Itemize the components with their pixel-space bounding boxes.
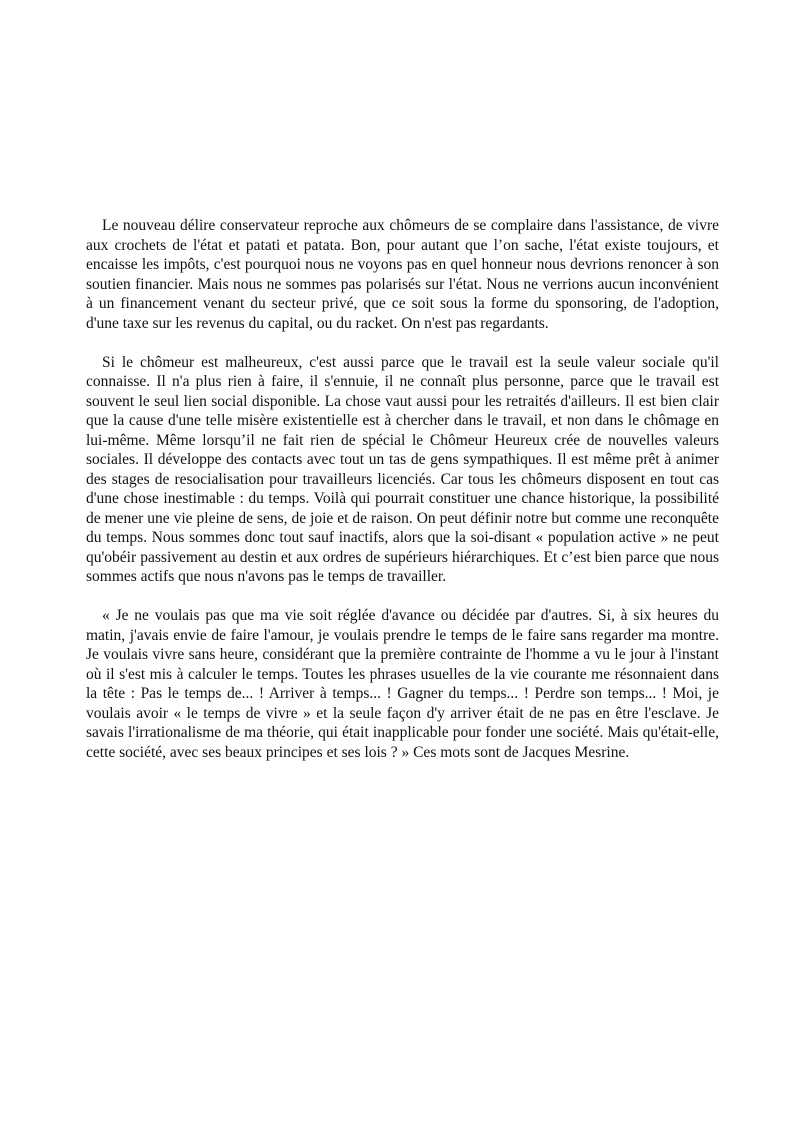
paragraph-mesrine-quote: « Je ne voulais pas que ma vie soit réglée d'avance ou décidée par d'autres. Si, à six heures du matin, j'avais envie de faire l'amour, je voulais prendre le temps de le faire sans regarder ma montre. Je voulais vivre sans heure, considérant que la première contrainte de l'homme a vu le jour à l'instant où il s'est mis à calculer le temps. Toutes les phrases usuelles de la vie courante me résonnaient dans la tête : Pas le temps de... ! Arriver à temps... ! Gagner du temps... ! Perdre son temps... ! Moi, je voulais avoir « le temps de vivre » et la seule façon d'y arriver était de ne pas en être l'esclave. Je savais l'irrationalisme de ma théorie, qui était inapplicable pour fonder une société. Mais qu'était-elle, cette société, avec ses beaux principes et ses lois ? » Ces mots sont de Jacques Mesrine.: [86, 607, 719, 761]
paragraph-assistance: Le nouveau délire conservateur reproche aux chômeurs de se complaire dans l'assistance, de vivre aux crochets de l'état et patati et patata. Bon, pour autant que l’on sache, l'état existe toujours, et encaisse les impôts, c'est pourquoi nous ne voyons pas en quel honneur nous devrions renoncer à son soutien financier. Mais nous ne sommes pas polarisés sur l'état. Nous ne verrions aucun inconvénient à un financement venant du secteur privé, que ce soit sous la forme du sponsoring, de l'adoption, d'une taxe sur les revenus du capital, ou du racket. On n'est pas regardants.: [86, 217, 719, 332]
paragraph-chomeur-malheureux: Si le chômeur est malheureux, c'est aussi parce que le travail est la seule valeur sociale qu'il connaisse. Il n'a plus rien à faire, il s'ennuie, il ne connaît plus personne, parce que le travail est souvent le seul lien social disponible. La chose vaut aussi pour les retraités d'ailleurs. Il est bien clair que la cause d'une telle misère existentielle est à chercher dans le travail, et non dans le chômage en lui-même. Même lorsqu’il ne fait rien de spécial le Chômeur Heureux crée de nouvelles valeurs sociales. Il développe des contacts avec tout un tas de gens sympathiques. Il est même prêt à animer des stages de resocialisation pour travailleurs licenciés. Car tous les chômeurs disposent en tout cas d'une chose inestimable : du temps. Voilà qui pourrait constituer une chance historique, la possibilité de mener une vie pleine de sens, de joie et de raison. On peut définir notre but comme une reconquête du temps. Nous sommes donc tout sauf inactifs, alors que la soi-disant « population active » ne peut qu'obéir passivement au destin et aux ordres de supérieurs hiérarchiques. Et c’est bien parce que nous sommes actifs que nous n'avons pas le temps de travailler.: [86, 353, 719, 585]
document-page: [86, 216, 719, 762]
